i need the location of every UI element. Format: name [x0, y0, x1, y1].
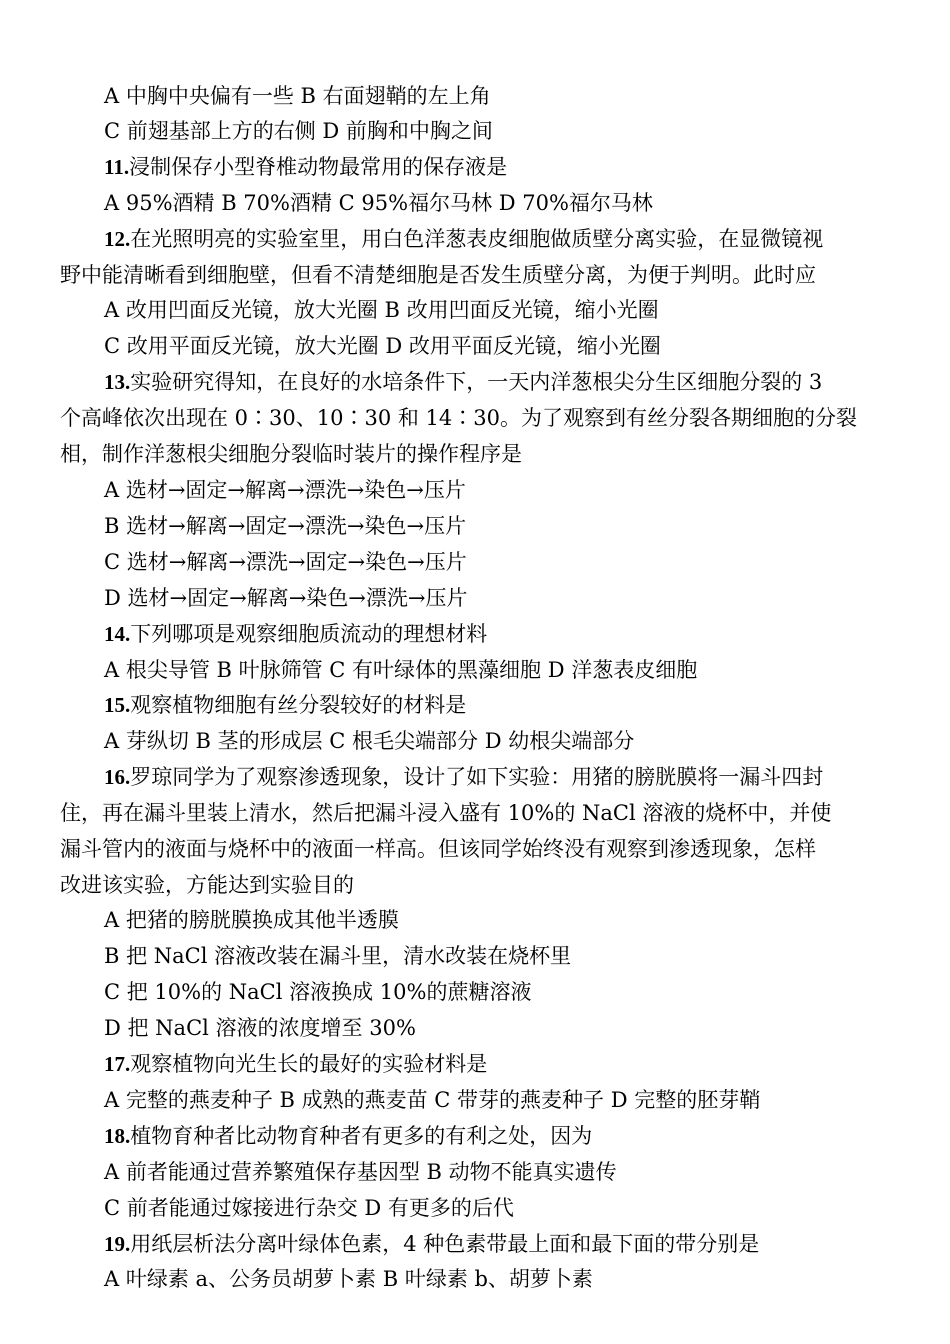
text-line: [104, 656, 697, 684]
line-text: A 中胸中央偏有一些 B 右面翅鞘的左上角: [104, 84, 491, 108]
text-line: [104, 117, 493, 145]
line-text: B 把 NaCl 溶液改装在漏斗里，清水改装在烧杯里: [104, 944, 572, 968]
line-text: D 选材→固定→解离→染色→漂洗→压片: [104, 586, 468, 610]
text-line: [104, 1086, 760, 1114]
text-line: [104, 1194, 514, 1222]
text-line: [104, 296, 659, 324]
line-text: A 完整的燕麦种子 B 成熟的燕麦苗 C 带芽的燕麦种子 D 完整的胚芽鞘: [104, 1088, 761, 1112]
line-text: C 改用平面反光镜，放大光圈 D 改用平面反光镜，缩小光圈: [104, 334, 661, 358]
question-number: 15.: [104, 693, 131, 717]
line-text: 住，再在漏斗里装上清水，然后把漏斗浸入盛有 10%的 NaCl 溶液的烧杯中，并使: [60, 801, 832, 825]
question-number: 11.: [104, 155, 130, 179]
line-text: B 选材→解离→固定→漂洗→染色→压片: [104, 514, 467, 538]
question-number: 12.: [104, 227, 131, 251]
text-line: [60, 835, 868, 863]
question-number: 13.: [104, 370, 131, 394]
text-line: [104, 1014, 416, 1042]
line-text: 相，制作洋葱根尖细胞分裂临时装片的操作程序是: [60, 442, 522, 466]
line-text: A 叶绿素 a、公务员胡萝卜素 B 叶绿素 b、胡萝卜素: [104, 1267, 593, 1291]
question-line: [104, 620, 487, 648]
line-text: D 把 NaCl 溶液的浓度增至 30%: [104, 1016, 416, 1040]
text-line: [104, 906, 399, 934]
text-line: [60, 871, 354, 899]
question-number: 19.: [104, 1232, 131, 1256]
line-text: 个高峰依次出现在 0∶30、10∶30 和 14∶30。为了观察到有丝分裂各期细胞的分裂: [60, 406, 857, 430]
text-line: [104, 584, 468, 612]
text-line: [104, 978, 531, 1006]
line-text: A 根尖导管 B 叶脉筛管 C 有叶绿体的黑藻细胞 D 洋葱表皮细胞: [104, 658, 698, 682]
line-text: 野中能清晰看到细胞壁，但看不清楚细胞是否发生质壁分离，为便于判明。此时应: [60, 263, 816, 287]
text-line: [60, 404, 868, 432]
question-number: 17.: [104, 1052, 131, 1076]
question-line: [104, 225, 912, 253]
line-text: 改进该实验，方能达到实验目的: [60, 873, 354, 897]
line-text: C 把 10%的 NaCl 溶液换成 10%的蔗糖溶液: [104, 980, 532, 1004]
question-line: [104, 1230, 759, 1258]
text-line: [104, 1265, 593, 1293]
question-line: [104, 153, 507, 181]
line-text: A 改用凹面反光镜，放大光圈 B 改用凹面反光镜，缩小光圈: [104, 298, 659, 322]
line-text: 实验研究得知，在良好的水培条件下，一天内洋葱根尖分生区细胞分裂的 3: [130, 370, 823, 394]
text-line: [104, 512, 466, 540]
line-text: 浸制保存小型脊椎动物最常用的保存液是: [129, 155, 508, 179]
line-text: A 把猪的膀胱膜换成其他半透膜: [104, 908, 399, 932]
question-line: [104, 763, 868, 791]
line-text: 用纸层析法分离叶绿体色素，4 种色素带最上面和最下面的带分别是: [130, 1232, 760, 1256]
line-text: C 选材→解离→漂洗→固定→染色→压片: [104, 550, 467, 574]
line-text: 下列哪项是观察细胞质流动的理想材料: [130, 622, 488, 646]
line-text: C 前翅基部上方的右侧 D 前胸和中胸之间: [104, 119, 493, 143]
text-line: [104, 189, 653, 217]
line-text: A 选材→固定→解离→漂洗→染色→压片: [104, 478, 466, 502]
line-text: 罗琼同学为了观察渗透现象，设计了如下实验：用猪的膀胱膜将一漏斗四封: [130, 765, 824, 789]
line-text: A 前者能通过营养繁殖保存基因型 B 动物不能真实遗传: [104, 1160, 617, 1184]
line-text: 植物育种者比动物育种者有更多的有利之处，因为: [130, 1124, 593, 1148]
text-line: [104, 332, 661, 360]
line-text: 在光照明亮的实验室里，用白色洋葱表皮细胞做质壁分离实验，在显微镜视: [130, 227, 824, 251]
line-text: C 前者能通过嫁接进行杂交 D 有更多的后代: [104, 1196, 514, 1220]
line-text: 观察植物向光生长的最好的实验材料是: [130, 1052, 488, 1076]
text-line: [60, 261, 868, 289]
line-text: 漏斗管内的液面与烧杯中的液面一样高。但该同学始终没有观察到渗透现象，怎样: [60, 837, 816, 861]
text-line: [104, 727, 634, 755]
question-line: [104, 691, 466, 719]
text-line: [104, 548, 467, 576]
text-line: [104, 82, 491, 110]
question-line: [104, 1050, 487, 1078]
text-line: [104, 942, 571, 970]
question-number: 14.: [104, 622, 131, 646]
text-line: [104, 1158, 617, 1186]
line-text: A 95%酒精 B 70%酒精 C 95%福尔马林 D 70%福尔马林: [104, 191, 653, 215]
question-number: 16.: [104, 765, 131, 789]
question-number: 18.: [104, 1124, 131, 1148]
line-text: 观察植物细胞有丝分裂较好的材料是: [130, 693, 467, 717]
question-line: [104, 368, 868, 396]
line-text: A 芽纵切 B 茎的形成层 C 根毛尖端部分 D 幼根尖端部分: [104, 729, 635, 753]
text-line: [104, 476, 466, 504]
question-line: [104, 1122, 592, 1150]
text-line: [60, 799, 868, 827]
text-line: [60, 440, 522, 468]
